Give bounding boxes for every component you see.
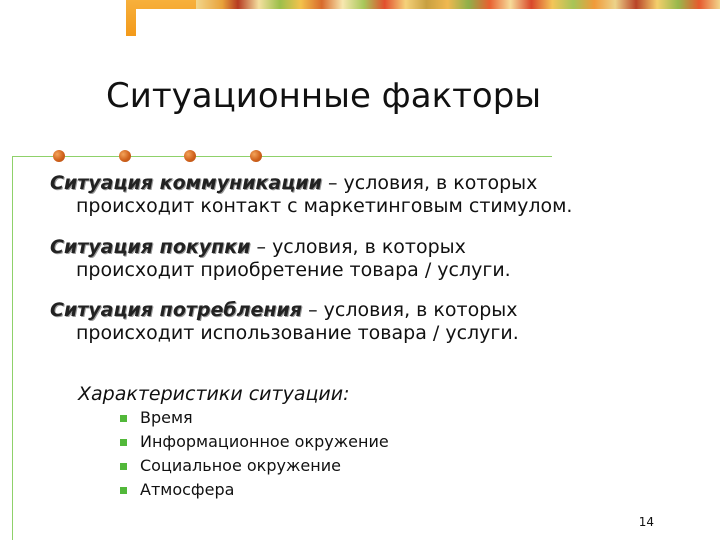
square-bullet-icon xyxy=(120,487,127,494)
definition-text: – условия, в которых xyxy=(250,236,466,258)
list-item xyxy=(120,430,389,454)
list-item xyxy=(120,406,389,430)
list-item-label: Социальное окружение xyxy=(140,456,341,475)
definition-text: – условия, в которых xyxy=(321,172,538,194)
paragraph-line xyxy=(50,299,670,322)
banner-white-panel xyxy=(136,9,720,36)
list-item-label: Информационное окружение xyxy=(140,432,389,451)
square-bullet-icon xyxy=(120,415,127,422)
square-bullet-icon xyxy=(120,439,127,446)
horizontal-rule xyxy=(12,156,552,157)
term-label: Ситуация потребления xyxy=(50,299,303,321)
list-item-label: Атмосфера xyxy=(140,480,235,499)
divider-dot-icon xyxy=(119,150,131,162)
characteristics-heading: Характеристики ситуации: xyxy=(78,383,350,405)
paragraph-consumption-situation xyxy=(50,299,670,345)
definition-text: – условия, в которых xyxy=(302,299,518,321)
vertical-rule xyxy=(12,156,13,540)
term-label: Ситуация коммуникации xyxy=(50,172,322,194)
term-label: Ситуация покупки xyxy=(50,236,251,258)
header-banner xyxy=(0,0,720,40)
list-item xyxy=(120,454,389,478)
divider-dot-icon xyxy=(184,150,196,162)
banner-photo-strip xyxy=(196,0,720,9)
slide-title: Ситуационные факторы xyxy=(106,76,542,116)
definition-continuation: происходит использование товара / услуги. xyxy=(76,322,519,344)
definition-continuation: происходит приобретение товара / услуги. xyxy=(76,259,511,281)
list-item-label: Время xyxy=(140,408,193,427)
paragraph-line xyxy=(50,236,670,259)
paragraph-line xyxy=(50,172,670,195)
page-number: 14 xyxy=(638,515,654,529)
square-bullet-icon xyxy=(120,463,127,470)
characteristics-list xyxy=(120,406,389,502)
definition-continuation: происходит контакт с маркетинговым стимулом. xyxy=(76,195,573,217)
paragraph-purchase-situation xyxy=(50,236,670,282)
divider-dot-icon xyxy=(53,150,65,162)
paragraph-communication-situation xyxy=(50,172,670,218)
divider-dot-icon xyxy=(250,150,262,162)
list-item xyxy=(120,478,389,502)
